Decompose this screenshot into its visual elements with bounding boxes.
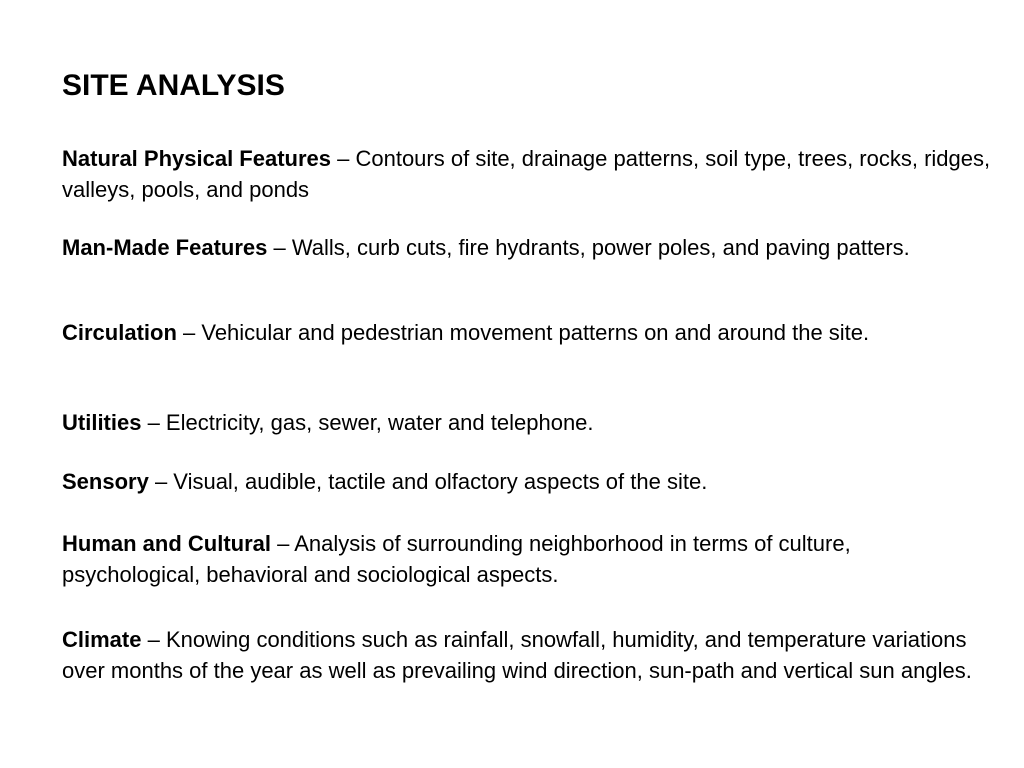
item-term: Human and Cultural [62, 531, 272, 556]
slide-title: SITE ANALYSIS [62, 69, 285, 102]
item-description: – Walls, curb cuts, fire hydrants, power poles, and paving patters. [267, 235, 910, 260]
item-description: – Analysis of surrounding neighborhood in terms of culture, psychological, behavioral and sociological aspects. [62, 531, 851, 587]
item-term: Climate [62, 627, 142, 652]
item-term: Circulation [62, 320, 177, 345]
item-description: – Contours of site, drainage patterns, soil type, trees, rocks, ridges, valleys, pools, and ponds [62, 146, 991, 202]
item-description: – Knowing conditions such as rainfall, snowfall, humidity, and temperature variations over months of the year as well as prevailing wind direction, sun-path and vertical sun angles. [62, 627, 972, 683]
item-circulation [62, 317, 992, 348]
item-term: Sensory [62, 469, 149, 494]
item-description: – Electricity, gas, sewer, water and telephone. [141, 410, 594, 435]
item-term: Natural Physical Features [62, 146, 332, 171]
item-natural-physical-features [62, 143, 992, 205]
item-human-and-cultural [62, 528, 992, 590]
item-climate [62, 624, 992, 686]
item-sensory [62, 466, 992, 497]
item-description: – Vehicular and pedestrian movement patterns on and around the site. [176, 320, 870, 345]
item-description: – Visual, audible, tactile and olfactory aspects of the site. [148, 469, 708, 494]
item-utilities [62, 407, 992, 438]
item-term: Utilities [62, 410, 142, 435]
item-man-made-features [62, 232, 992, 263]
item-term: Man-Made Features [62, 235, 268, 260]
